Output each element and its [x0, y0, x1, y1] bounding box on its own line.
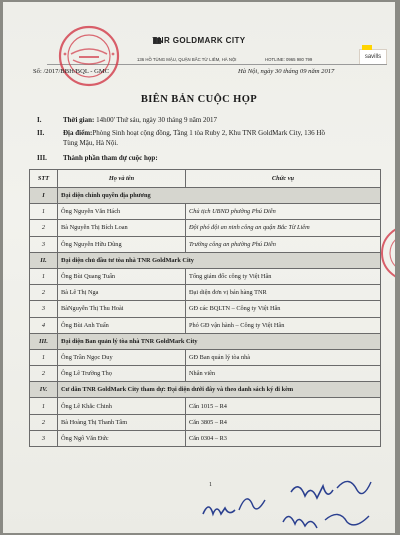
row-role: Căn 1015 – R4 [186, 398, 381, 414]
group-title: Đại diện chủ đầu tư tòa nhà TNR GoldMark City [58, 252, 381, 268]
row-role: Đại diện đơn vị bán hàng TNR [186, 285, 381, 301]
row-role: Phó GĐ vận hành – Công ty Việt Hân [186, 317, 381, 333]
row-stt: 3 [30, 430, 58, 446]
row-name: Bà Lê Thị Nga [58, 285, 186, 301]
row-stt: 3 [30, 301, 58, 317]
letterhead-brand: TNR GOLDMARK CITY [152, 36, 246, 45]
page-number: 1 [209, 482, 212, 488]
table-row [30, 366, 381, 382]
row-name: Ông Bùi Anh Tuấn [58, 317, 186, 333]
row-stt: 2 [30, 220, 58, 236]
table-row [30, 268, 381, 284]
table-group-row [30, 252, 381, 268]
row-role: GĐ Ban quản lý tòa nhà [186, 349, 381, 365]
document-date: Hà Nội, ngày 30 tháng 09 năm 2017 [238, 68, 335, 75]
row-role: Đội phó đội an ninh công an quận Bắc Từ Liêm [186, 220, 381, 236]
row-role: Căn 0304 – R3 [186, 430, 381, 446]
table-row [30, 236, 381, 252]
side-seal-stamp-icon [379, 218, 395, 288]
table-group-row [30, 333, 381, 349]
table-row [30, 414, 381, 430]
document-title: BIÊN BẢN CUỘC HỌP [140, 94, 258, 105]
letterhead-address: 136 HỒ TÙNG MẬU, QUẬN BẮC TỪ LIÊM, HÀ NỘI [137, 57, 237, 62]
row-stt: II. [30, 252, 58, 268]
section-time: I. Thời gian: 14h00' Thứ sáu, ngày 30 tháng 9 năm 2017 [37, 116, 218, 124]
row-stt: 2 [30, 414, 58, 430]
table-row [30, 430, 381, 446]
table-group-row [30, 382, 381, 398]
row-name: Ông Trần Ngọc Duy [58, 349, 186, 365]
table-row [30, 285, 381, 301]
row-name: Ông Ngô Văn Đức [58, 430, 186, 446]
row-role: GĐ các BQLTN – Công ty Việt Hân [186, 301, 381, 317]
col-stt: STT [30, 170, 58, 188]
row-stt: IV. [30, 382, 58, 398]
table-row [30, 301, 381, 317]
document-number: Số: /2017/BBH/BQL - GMC [33, 68, 110, 75]
row-role: Tổng giám đốc công ty Việt Hân [186, 268, 381, 284]
row-name: Ông Lê Khắc Chinh [58, 398, 186, 414]
document-page [3, 2, 395, 533]
section-participants: III. Thành phần tham dự cuộc họp: [37, 154, 158, 162]
row-name: Ông Nguyễn Hữu Dũng [58, 236, 186, 252]
handwritten-signatures-icon [199, 470, 379, 533]
row-role: Chủ tịch UBND phường Phú Diễn [186, 204, 381, 220]
row-stt: 2 [30, 366, 58, 382]
row-role: Trưởng công an phường Phú Diễn [186, 236, 381, 252]
partner-logo: savills [359, 49, 387, 65]
table-row [30, 220, 381, 236]
row-stt: 1 [30, 268, 58, 284]
table-header-row [30, 170, 381, 188]
row-stt: 1 [30, 349, 58, 365]
group-title: Đại diện chính quyền địa phương [58, 188, 381, 204]
red-seal-stamp-icon [57, 24, 121, 88]
letterhead-hotline: HOTLINE: 0965 980 799 [265, 57, 313, 62]
row-name: Bà Nguyễn Thị Bích Loan [58, 220, 186, 236]
group-title: Cư dân TNR GoldMark City tham dự: Đại diện dưới đây và theo danh sách ký đi kèm [58, 382, 381, 398]
row-name: Bà Hoàng Thị Thanh Tâm [58, 414, 186, 430]
row-stt: III. [30, 333, 58, 349]
row-stt: 1 [30, 204, 58, 220]
row-role: Căn 3805 – R4 [186, 414, 381, 430]
table-row [30, 349, 381, 365]
row-name: Ông Nguyễn Văn Hách [58, 204, 186, 220]
row-name: Ông Bùi Quang Tuấn [58, 268, 186, 284]
row-name: Ông Lê Trường Thọ [58, 366, 186, 382]
table-group-row [30, 188, 381, 204]
row-name: BàNguyễn Thị Thu Hoài [58, 301, 186, 317]
row-stt: 1 [30, 398, 58, 414]
table-row [30, 398, 381, 414]
col-role: Chức vụ [186, 170, 381, 188]
table-row [30, 317, 381, 333]
col-name: Họ và tên [58, 170, 186, 188]
row-role: Nhân viên [186, 366, 381, 382]
row-stt: 4 [30, 317, 58, 333]
row-stt: 2 [30, 285, 58, 301]
group-title: Đại diện Ban quản lý tòa nhà TNR GoldMark City [58, 333, 381, 349]
section-location: II. Địa điểm:Phòng Sinh hoạt cộng đồng, Tầng 1 tòa Ruby 2, Khu TNR GoldMark City, 136 Hồ Tùng Mậu, Hà Nội. [37, 129, 325, 147]
row-stt: I [30, 188, 58, 204]
table-row [30, 204, 381, 220]
row-stt: 3 [30, 236, 58, 252]
participants-table [29, 169, 381, 447]
